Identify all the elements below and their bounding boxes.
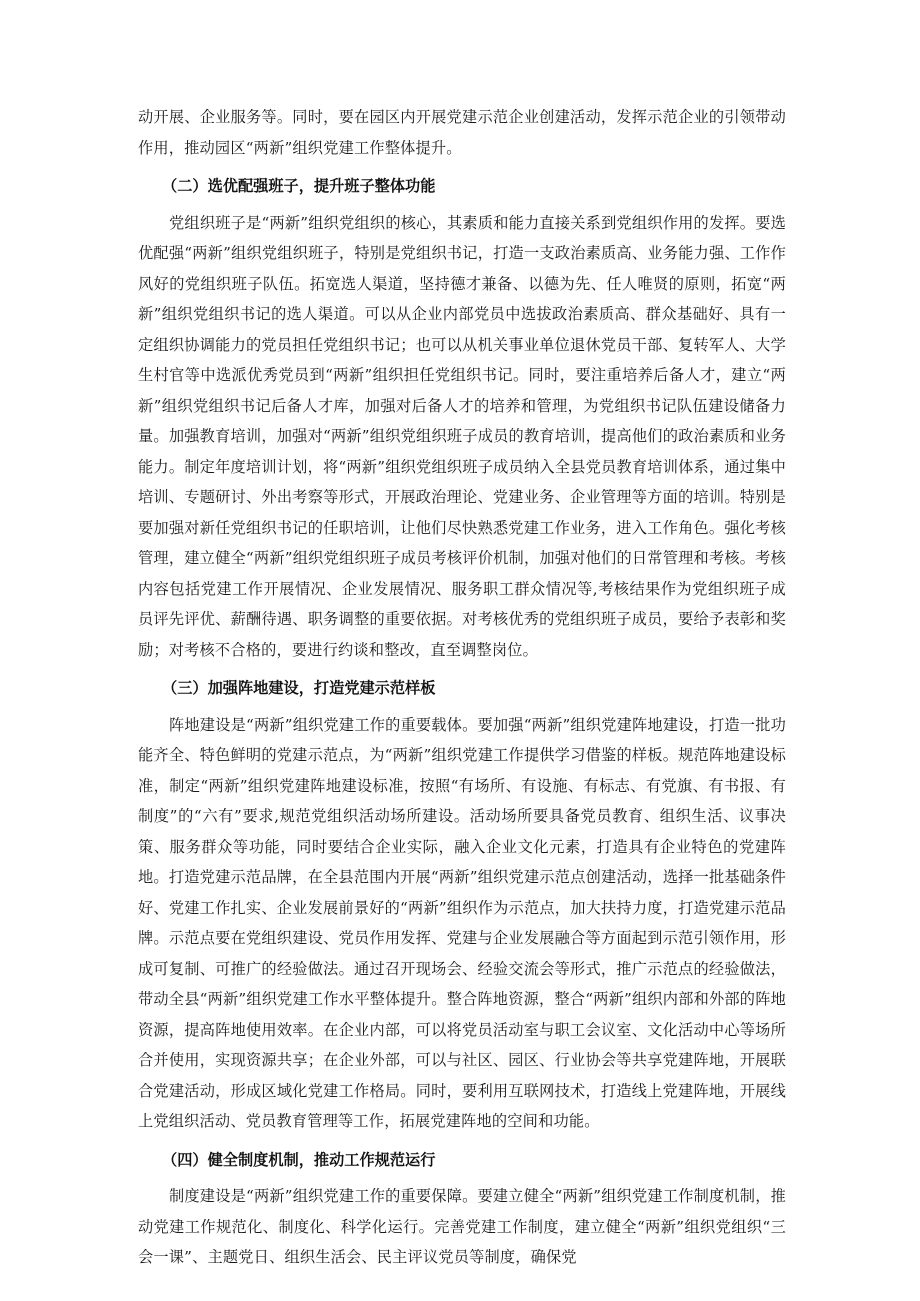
section-heading-4: （四）健全制度机制，推动工作规范运行 — [162, 1150, 436, 1169]
body-paragraph-4: 制度建设是“两新”组织党建工作的重要保障。要建立健全“两新”组织党建工作制度机制，推动党建工作规范化、制度化、科学化运行。完善党建工作制度，建立健全“两新”组织党组织“三会一课”、主题党日、组织生活会、民主评议党员等制度，确保党 — [138, 1187, 786, 1266]
body-paragraph-1: 动开展、企业服务等。同时，要在园区内开展党建示范企业创建活动，发挥示范企业的引领带动作用，推动园区“两新”组织党建工作整体提升。 — [138, 108, 786, 157]
section-heading-2: （二）选优配强班子，提升班子整体功能 — [162, 177, 436, 195]
body-paragraph-3: 阵地建设是“两新”组织党建工作的重要载体。要加强“两新”组织党建阵地建设，打造一批功能齐全、特色鲜明的党建示范点，为“两新”组织党建工作提供学习借鉴的样板。规范阵地建设标准，制定“两新”组织党建阵地建设标准，按照“有场所、有设施、有标志、有党旗、有书报、有制度”的“六有”要求,规范党组织活动场所建设。活动场所要具备党员教育、组织生活、议事决策、服务群众等功能，同时要结合企业实际，融入企业文化元素，打造具有企业特色的党建阵地。打造党建示范品牌，在全县范围内开展“两新”组织党建示范点创建活动，选择一批基础条件好、党建工作扎实、企业发展前景好的“两新”组织作为示范点，加大扶持力度，打造党建示范品牌。示范点要在党组织建设、党员作用发挥、党建与企业发展融合等方面起到示范引领作用，形成可复制、可推广的经验做法。通过召开现场会、经验交流会等形式，推广示范点的经验做法，带动全县“两新”组织党建工作水平整体提升。整合阵地资源，整合“两新”组织内部和外部的阵地资源，提高阵地使用效率。在企业内部，可以将党员活动室与职工会议室、文化活动中心等场所合并使用，实现资源共享；在企业外部，可以与社区、园区、行业协会等共享党建阵地，开展联合党建活动，形成区域化党建工作格局。同时，要利用互联网技术，打造线上党建阵地，开展线上党组织活动、党员教育管理等工作，拓展党建阵地的空间和功能。 — [138, 715, 786, 1130]
document-page — [138, 102, 786, 1273]
section-heading-3: （三）加强阵地建设，打造党建示范样板 — [162, 679, 436, 697]
body-paragraph-2: 党组织班子是“两新”组织党组织的核心，其素质和能力直接关系到党组织作用的发挥。要选优配强“两新”组织党组织班子，特别是党组织书记，打造一支政治素质高、业务能力强、工作作风好的党组织班子队伍。拓宽选人渠道，坚持德才兼备、以德为先、任人唯贤的原则，拓宽“两新”组织党组织书记的选人渠道。可以从企业内部党员中选拔政治素质高、群众基础好、具有一定组织协调能力的党员担任党组织书记；也可以从机关事业单位退休党员干部、复转军人、大学生村官等中选派优秀党员到“两新”组织担任党组织书记。同时，要注重培养后备人才，建立“两新”组织党组织书记后备人才库，加强对后备人才的培养和管理，为党组织书记队伍建设储备力量。加强教育培训，加强对“两新”组织党组织班子成员的教育培训，提高他们的政治素质和业务能力。制定年度培训计划，将“两新”组织党组织班子成员纳入全县党员教育培训体系，通过集中培训、专题研讨、外出考察等形式，开展政治理论、党建业务、企业管理等方面的培训。特别是要加强对新任党组织书记的任职培训，让他们尽快熟悉党建工作业务，进入工作角色。强化考核管理，建立健全“两新”组织党组织班子成员考核评价机制，加强对他们的日常管理和考核。考核内容包括党建工作开展情况、企业发展情况、服务职工群众情况等,考核结果作为党组织班子成员评先评优、薪酬待遇、职务调整的重要依据。对考核优秀的党组织班子成员，要给予表彰和奖励；对考核不合格的，要进行约谈和整改，直至调整岗位。 — [138, 213, 786, 659]
